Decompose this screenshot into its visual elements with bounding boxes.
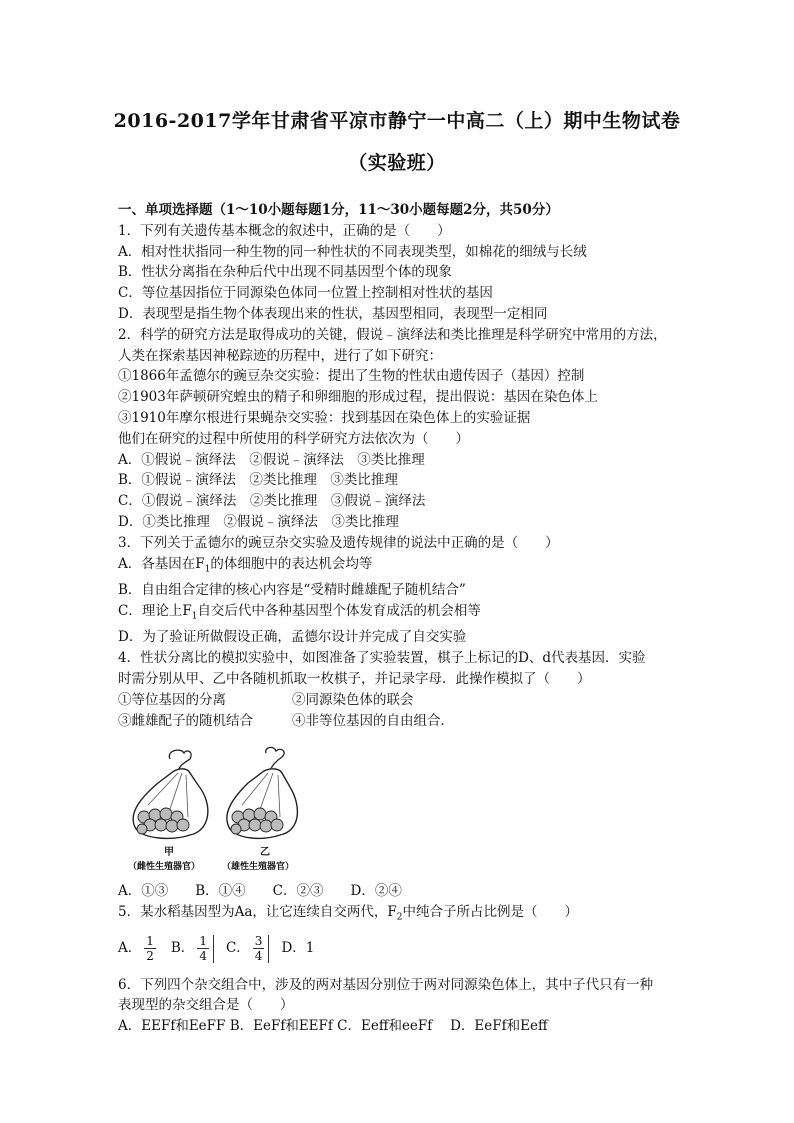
question-4-options-row2 [118, 711, 678, 732]
question-5 [118, 902, 678, 968]
question-2-stem-line1: 2．科学的研究方法是取得成功的关键，假说﹣演绎法和类比推理是科学研究中常用的方法， [118, 326, 667, 343]
question-3 [118, 533, 678, 648]
bag-left [133, 750, 208, 838]
q5-option-a-fraction [144, 934, 156, 963]
exam-subtitle: （实验班） [348, 152, 446, 174]
q4-option-1: ①等位基因的分离 [118, 691, 226, 708]
q5-option-d: D．1 [281, 940, 315, 957]
bag-right-label: 乙 [260, 847, 270, 859]
q5-b-bar [213, 935, 214, 963]
q5-option-c-fraction [253, 934, 265, 963]
q5-stem-post: 中纯合子所占比例是（ ） [402, 904, 578, 921]
bag-left-caption: （雌性生殖器官） [128, 862, 201, 873]
q5-option-c-label: C． [225, 940, 250, 957]
question-2 [118, 325, 678, 533]
q5-c-numerator: 3 [254, 934, 263, 949]
exam-body [118, 200, 678, 1037]
bag-right-caption: （雄性生殖器官） [222, 862, 295, 873]
question-2-ask: 他们在研究的过程中所使用的科学研究方法依次为（ ） [118, 430, 469, 447]
question-4-answers: A．①③ B．①④ C．②③ D．②④ [118, 883, 402, 900]
question-4-stem-line1: 4．性状分离比的模拟实验中，如图准备了实验装置，棋子上标记的D、d代表基因．实验 [118, 650, 646, 667]
q3c-post: 自交后代中各种基因型个体发育成活的机会相等 [197, 602, 481, 619]
question-1-option-a: A．相对性状指同一种生物的同一种性状的不同表现类型，如棉花的细绒与长绒 [118, 243, 587, 260]
question-2-item-2: ②1903年萨顿研究蝗虫的精子和卵细胞的形成过程，提出假说：基因在染色体上 [118, 389, 598, 406]
question-4-options-row1 [118, 690, 678, 711]
q3c-pre: C．理论上F [118, 602, 192, 619]
question-1-option-c: C．等位基因指位于同源染色体同一位置上控制相对性状的基因 [118, 285, 493, 302]
q3a-post: 的体细胞中的表达机会均等 [210, 555, 373, 572]
q4-option-3: ③雌雄配子的随机结合 [118, 712, 253, 729]
question-1-option-b: B．性状分离指在杂种后代中出现不同基因型个体的现象 [118, 264, 452, 281]
question-2-option-b: B．①假说﹣演绎法 ②类比推理 ③类比推理 [118, 472, 398, 489]
question-2-item-1: ①1866年孟德尔的豌豆杂交实验：提出了生物的性状由遗传因子（基因）控制 [118, 368, 585, 385]
q5-option-b-label: B． [170, 940, 195, 957]
question-2-option-c: C．①假说﹣演绎法 ②类比推理 ③假说﹣演绎法 [118, 493, 426, 510]
question-4-stem-line2: 时需分别从甲、乙中各随机抓取一枚棋子，并记录字母．此操作模拟了（ ） [118, 670, 591, 687]
bag-right [227, 748, 298, 839]
q5-a-numerator: 1 [146, 934, 154, 949]
question-1-stem: 1．下列有关遗传基本概念的叙述中，正确的是（ ） [118, 222, 451, 239]
question-3-stem: 3．下列关于孟德尔的豌豆杂交实验及遗传规律的说法中正确的是（ ） [118, 534, 559, 551]
question-3-option-b: B．自由组合定律的核心内容是“受精时雌雄配子随机结合” [118, 582, 466, 599]
question-1 [118, 221, 678, 325]
question-4 [118, 648, 678, 902]
question-6 [118, 975, 678, 1037]
question-6-stem-line2: 表现型的杂交组合是（ ） [118, 997, 294, 1014]
bag-left-label: 甲 [164, 847, 174, 859]
exam-title: 2016-2017学年甘肃省平凉市静宁一中高二（上）期中生物试卷 [113, 110, 681, 132]
q5-stem-pre: 5．某水稻基因型为Aa，让它连续自交两代，F [118, 904, 397, 921]
question-6-options: A．EEFf和EeFF B．EeFf和EEFf C．Eeff和eeFf D．EeFf和Eeff [118, 1018, 548, 1035]
question-3-option-a [118, 554, 678, 580]
q5-b-denominator: 4 [199, 949, 207, 964]
question-2-item-3: ③1910年摩尔根进行果蝇杂交实验：找到基因在染色体上的实验证据 [118, 409, 531, 426]
question-2-option-d: D．①类比推理 ②假说﹣演绎法 ③类比推理 [118, 513, 399, 530]
question-3-option-d: D．为了验证所做假设正确，孟德尔设计并完成了自交实验 [118, 629, 467, 646]
q4-option-2: ②同源染色体的联会 [292, 691, 414, 708]
question-1-option-d: D．表现型是指生物个体表现出来的性状，基因型相同，表现型一定相同 [118, 305, 548, 322]
question-2-stem-line2: 人类在探索基因神秘踪迹的历程中，进行了如下研究： [118, 347, 442, 364]
question-5-options [118, 929, 678, 969]
question-5-stem [118, 902, 678, 928]
q3c-sub: 1 [191, 611, 198, 622]
q5-option-b-fraction [197, 934, 209, 963]
q5-a-denominator: 2 [146, 949, 154, 964]
question-3-option-c [118, 601, 678, 627]
q5-c-bar [268, 935, 269, 963]
section-heading: 一、单项选择题（1～10小题每题1分，11～30小题每题2分，共50分） [118, 202, 559, 218]
q5-b-numerator: 1 [199, 934, 207, 949]
question-6-stem-line1: 6．下列四个杂交组合中，涉及的两对基因分别位于两对同源染色体上，其中子代只有一种 [118, 976, 654, 993]
q3a-pre: A．各基因在F [118, 555, 205, 572]
q3a-sub: 1 [204, 564, 211, 575]
q5-c-denominator: 4 [254, 949, 263, 964]
question-2-option-a: A．①假说﹣演绎法 ②假说﹣演绎法 ③类比推理 [118, 451, 425, 468]
q5-option-a-label: A． [118, 940, 142, 957]
q5-stem-sub: 2 [396, 912, 403, 923]
bag-figure [118, 745, 678, 877]
q4-option-4: ④非等位基因的自由组合． [292, 712, 454, 729]
